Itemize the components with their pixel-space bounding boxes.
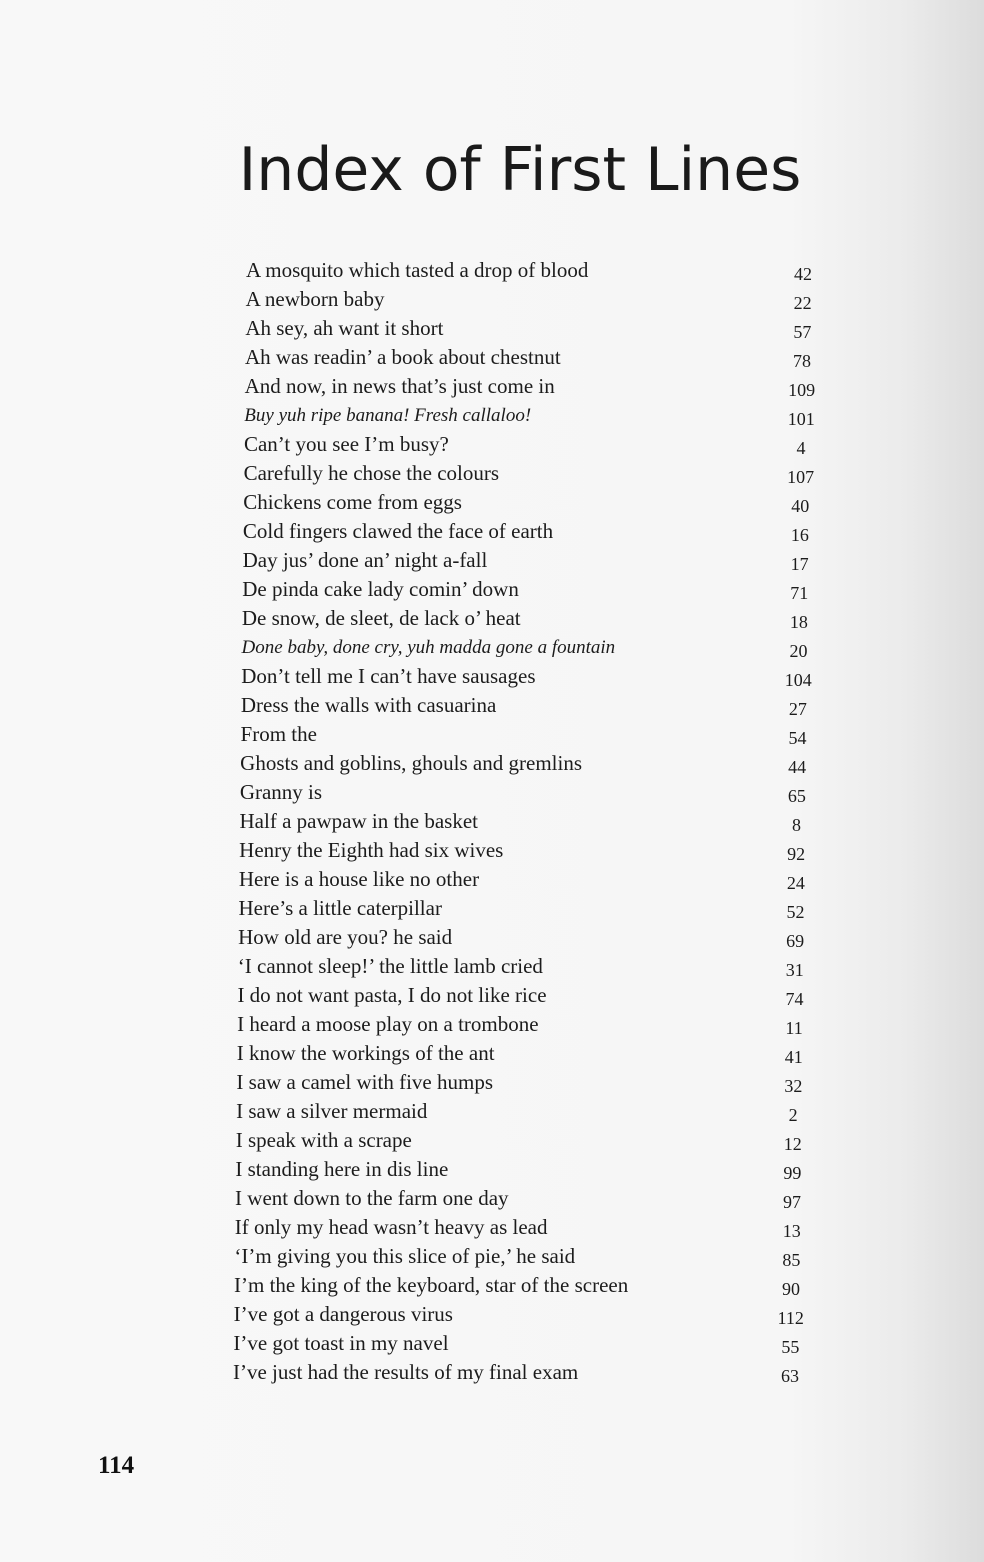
page-reference: 41 [784, 1047, 803, 1067]
first-line-text: I’ve got a dangerous virus [233, 1302, 453, 1326]
first-line-text: I saw a camel with five humps [236, 1070, 493, 1094]
index-entry [0, 372, 984, 401]
index-entry [0, 633, 984, 662]
page-reference: 54 [788, 728, 807, 748]
index-entry [0, 981, 984, 1010]
first-line-text: I know the workings of the ant [236, 1041, 495, 1065]
page-reference: 18 [789, 612, 808, 632]
index-entry [0, 517, 984, 546]
index-entry [0, 546, 984, 575]
first-line-text: I’m the king of the keyboard, star of the screen [234, 1273, 629, 1297]
page-reference: 74 [785, 989, 804, 1009]
page-reference: 69 [786, 931, 805, 951]
first-line-text: Day jus’ done an’ night a-fall [242, 548, 488, 572]
page-reference: 97 [783, 1192, 802, 1212]
first-line-text: I speak with a scrape [235, 1128, 412, 1152]
index-entry [0, 314, 984, 343]
first-line-text: Chickens come from eggs [243, 490, 462, 514]
first-line-text: I heard a moose play on a trombone [237, 1012, 539, 1036]
index-entry [0, 1271, 984, 1300]
index-entry [0, 1329, 984, 1358]
index-entry [0, 285, 984, 314]
page-reference: 4 [796, 438, 806, 458]
first-line-text: If only my head wasn’t heavy as lead [234, 1215, 548, 1239]
page-reference: 65 [787, 786, 806, 806]
first-line-text: Granny is [239, 780, 323, 804]
index-entry [0, 836, 984, 865]
first-line-text: Can’t you see I’m busy? [243, 432, 449, 456]
index-entry [0, 1242, 984, 1271]
index-entry [0, 1039, 984, 1068]
first-line-text: Henry the Eighth had six wives [239, 838, 504, 862]
index-entry [0, 604, 984, 633]
page-reference: 92 [787, 844, 806, 864]
first-line-text: I saw a silver mermaid [236, 1099, 428, 1123]
first-line-text: From the [240, 722, 317, 746]
first-line-text: I’ve got toast in my navel [233, 1331, 449, 1355]
page-number: 114 [98, 1452, 135, 1479]
first-line-text: And now, in news that’s just come in [244, 374, 555, 398]
page-reference: 44 [788, 757, 807, 777]
first-line-text: A newborn baby [245, 287, 385, 311]
first-line-text: Here is a house like no other [238, 867, 480, 891]
page-reference: 52 [786, 902, 805, 922]
first-line-text: I do not want pasta, I do not like rice [237, 983, 547, 1007]
index-entry [0, 1155, 984, 1184]
index-entry [0, 1300, 984, 1329]
index-entry [0, 1010, 984, 1039]
index-entry [0, 575, 984, 604]
index-entry [0, 865, 984, 894]
first-line-text: Cold fingers clawed the face of earth [242, 519, 554, 543]
page-reference: 107 [787, 467, 815, 487]
index-entry [0, 691, 984, 720]
first-line-text: Half a pawpaw in the basket [239, 809, 478, 833]
index-entry [0, 894, 984, 923]
page-reference: 78 [792, 351, 811, 371]
first-line-text: Ghosts and goblins, ghouls and gremlins [240, 751, 582, 775]
page-reference: 104 [784, 670, 812, 690]
index-entry [0, 807, 984, 836]
page-reference: 85 [782, 1250, 801, 1270]
page-reference: 32 [784, 1076, 803, 1096]
first-line-text: I went down to the farm one day [235, 1186, 509, 1210]
first-line-text: I’ve just had the results of my final exam [233, 1360, 579, 1384]
page-reference: 27 [788, 699, 807, 719]
first-line-text: Ah was readin’ a book about chestnut [244, 345, 561, 369]
page-reference: 17 [790, 554, 809, 574]
page-reference: 57 [793, 322, 812, 342]
first-line-text: ‘I’m giving you this slice of pie,’ he said [234, 1244, 576, 1268]
first-line-text: A mosquito which tasted a drop of blood [246, 258, 589, 282]
page-reference: 24 [786, 873, 805, 893]
page-reference: 20 [789, 641, 808, 661]
first-line-text: Don’t tell me I can’t have sausages [241, 664, 536, 688]
page-reference: 63 [781, 1366, 799, 1386]
page-reference: 42 [794, 264, 812, 284]
index-entry [0, 488, 984, 517]
first-line-text: De pinda cake lady comin’ down [242, 577, 519, 601]
first-line-text: Carefully he chose the colours [243, 461, 500, 485]
index-entry [0, 1126, 984, 1155]
index-entry [0, 1358, 984, 1387]
page-reference: 11 [785, 1018, 803, 1038]
page-reference: 12 [783, 1134, 802, 1154]
page-reference: 99 [783, 1163, 802, 1183]
index-entry [0, 343, 984, 372]
index-entry [0, 923, 984, 952]
index-entry [0, 1068, 984, 1097]
page-reference: 101 [787, 409, 815, 429]
index-entry [0, 401, 984, 430]
first-line-text: Here’s a little caterpillar [238, 896, 442, 920]
index-entry [0, 662, 984, 691]
page-reference: 40 [791, 496, 810, 516]
page-reference: 16 [790, 525, 809, 545]
page-reference: 8 [792, 815, 801, 835]
index-entry [0, 1213, 984, 1242]
index-entry [0, 720, 984, 749]
first-line-text: How old are you? he said [238, 925, 453, 949]
index-entry [0, 1184, 984, 1213]
first-line-text: I standing here in dis line [235, 1157, 449, 1181]
first-line-text: ‘I cannot sleep!’ the little lamb cried [237, 954, 543, 978]
index-entry [0, 952, 984, 981]
index-entry [0, 749, 984, 778]
index-entry [0, 459, 984, 488]
index-entry [0, 256, 984, 285]
index-entry [0, 430, 984, 459]
first-line-text: Done baby, done cry, yuh madda gone a fountain [241, 637, 616, 658]
first-line-text: Buy yuh ripe banana! Fresh callaloo! [244, 405, 532, 426]
index-entry [0, 1097, 984, 1126]
page-reference: 112 [777, 1308, 804, 1328]
page-title: Index of First Lines [238, 135, 802, 205]
page-reference: 71 [790, 583, 809, 603]
page-reference: 2 [788, 1105, 798, 1125]
page-reference: 31 [785, 960, 804, 980]
page-reference: 109 [788, 380, 816, 400]
index-entry [0, 778, 984, 807]
page-reference: 13 [782, 1221, 801, 1241]
page-reference: 22 [793, 293, 812, 313]
first-line-text: Ah sey, ah want it short [245, 316, 444, 340]
first-line-text: De snow, de sleet, de lack o’ heat [241, 606, 521, 630]
page-reference: 90 [782, 1279, 801, 1299]
first-lines-index [0, 256, 984, 1387]
first-line-text: Dress the walls with casuarina [240, 693, 497, 717]
page-reference: 55 [781, 1337, 800, 1357]
